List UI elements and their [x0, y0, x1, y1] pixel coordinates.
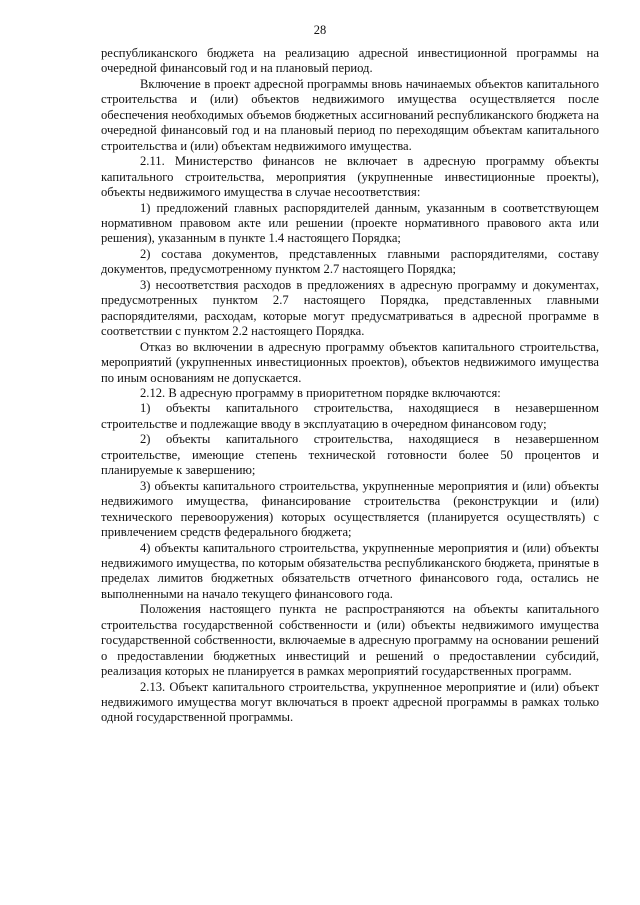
- paragraph-continuation: республиканского бюджета на реализацию адресной инвестиционной программы на очередной финансовый год и на плановый период.: [101, 46, 599, 76]
- list-item-2-12-1: 1) объекты капитального строительства, находящиеся в незавершенном строительстве и подлежащие вводу в эксплуатацию в очередном финансовом году;: [101, 401, 599, 431]
- list-item-2-12-4: 4) объекты капитального строительства, укрупненные мероприятия и (или) объекты недвижимого имущества, по которым обязательства республиканского бюджета, принятые в пределах лимитов бюджетных обязательств отчетного финансового года, остались не выполненными на начало текущего финансового года.: [101, 540, 599, 601]
- list-item-2-11-3: 3) несоответствия расходов в предложениях в адресную программу и документах, предусмотренных пунктом 2.7 настоящего Порядка, представленных главными распорядителями, расходам, которые могут предусматриваться в адресной программе в соответствии с пунктом 2.2 настоящего Порядка.: [101, 277, 599, 339]
- paragraph-2-11: 2.11. Министерство финансов не включает в адресную программу объекты капитального строительства, мероприятия (укрупненные инвестиционные проекты), объекты недвижимого имущества в случае несоответствия:: [101, 154, 599, 200]
- list-item-2-11-1: 1) предложений главных распорядителей данным, указанным в соответствующем нормативном правовом акте или решении (проекте нормативного правового акта или решения), указанным в пункте 1.4 настоящего Порядка;: [101, 200, 599, 246]
- paragraph-refusal: Отказ во включении в адресную программу объектов капитального строительства, мероприятий (укрупненных инвестиционных проектов), объектов недвижимого имущества по иным основаниям не допускается.: [101, 339, 599, 385]
- document-body: [101, 46, 599, 726]
- paragraph-inclusion-new-objects: Включение в проект адресной программы вновь начинаемых объектов капитального строительства и (или) объектов недвижимого имущества осуществляется после обеспечения необходимых объемов бюджетных ассигнований республиканского бюджета на очередной финансовый год и на плановый период по переходящим объектам капитального строительства и (или) объектам недвижимого имущества.: [101, 76, 600, 153]
- paragraph-2-13: 2.13. Объект капитального строительства, укрупненное мероприятие и (или) объект недвижимого имущества могут включаться в проект адресной программы в рамках только одной государственной программы.: [101, 679, 599, 725]
- page-number: 28: [313, 23, 327, 37]
- paragraph-2-12: 2.12. В адресную программу в приоритетном порядке включаются:: [140, 385, 501, 400]
- list-item-2-11-2: 2) состава документов, представленных главными распорядителями, составу документов, предусмотренному пунктом 2.7 настоящего Порядка;: [101, 246, 599, 277]
- list-item-2-12-3: 3) объекты капитального строительства, укрупненные мероприятия и (или) объекты недвижимого имущества, финансирование строительства (реконструкции и (или) технического перевооружения) которых осуществляется (планируется осуществлять) с привлечением средств федерального бюджета;: [101, 478, 599, 540]
- paragraph-provisions: Положения настоящего пункта не распространяются на объекты капитального строительства государственной собственности и (или) объекты недвижимого имущества государственной собственности, включаемые в адресную программу на основании решений о предоставлении бюджетных инвестиций и решений о предоставлении субсидий, реализация которых не планируется в рамках мероприятий государственных программ.: [101, 602, 599, 679]
- list-item-2-12-2: 2) объекты капитального строительства, находящиеся в незавершенном строительстве, имеющие степень технической готовности более 50 процентов и планируемые к завершению;: [101, 432, 599, 478]
